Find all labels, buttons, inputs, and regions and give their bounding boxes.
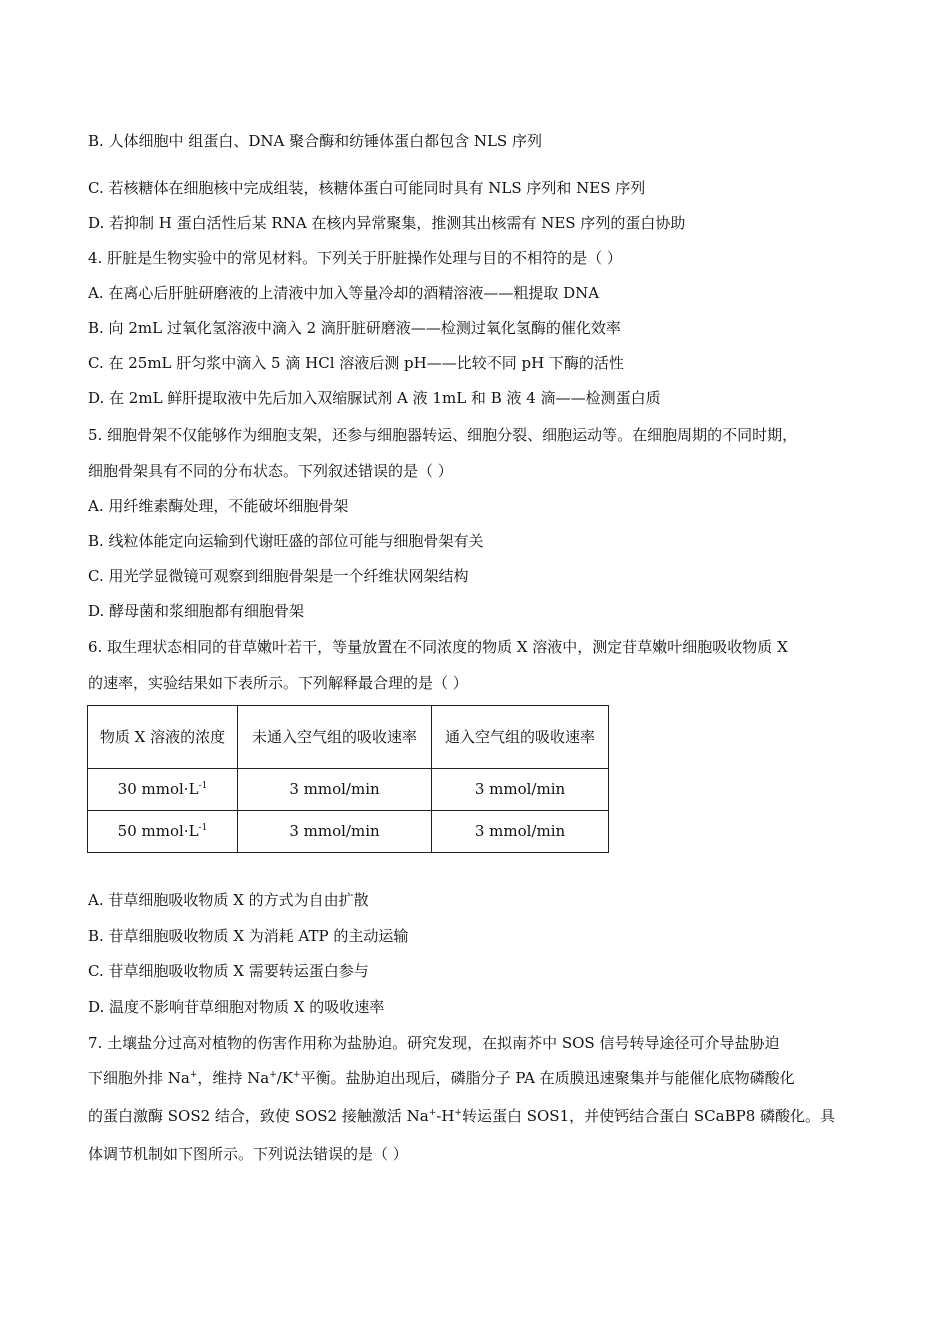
q5-option-d: D. 酵母菌和浆细胞都有细胞骨架 xyxy=(88,602,305,620)
q6-option-d: D. 温度不影响苷草细胞对物质 X 的吸收速率 xyxy=(88,998,385,1016)
q7-line3 xyxy=(88,1106,835,1126)
cell-air-rate: 3 mmol/min xyxy=(432,811,609,853)
q7-line2-part-d: 平衡。盐胁迫出现后，磷脂分子 PA 在质膜迅速聚集并与能催化底物磷酸化 xyxy=(300,1069,795,1087)
concentration-value: 50 mmol·L xyxy=(117,822,199,840)
q5-option-b: B. 线粒体能定向运输到代谢旺盛的部位可能与细胞骨架有关 xyxy=(88,532,484,550)
q5-stem-line2: 细胞骨架具有不同的分布状态。下列叙述错误的是（ ） xyxy=(88,462,453,480)
q4-option-a: A. 在离心后肝脏研磨液的上清液中加入等量冷却的酒精溶液——粗提取 DNA xyxy=(88,284,600,302)
cell-concentration xyxy=(88,811,238,853)
header-concentration: 物质 X 溶液的浓度 xyxy=(88,706,238,769)
q6-option-a: A. 苷草细胞吸收物质 X 的方式为自由扩散 xyxy=(88,891,369,909)
q5-option-a: A. 用纤维素酶处理，不能破坏细胞骨架 xyxy=(88,497,349,515)
ion-charge: + xyxy=(293,1070,301,1080)
q5-stem-line1: 5. 细胞骨架不仅能够作为细胞支架，还参与细胞器转运、细胞分裂、细胞运动等。在细胞周期的不同时期， xyxy=(88,426,798,444)
q7-line3-part-a: 的蛋白激酶 SOS2 结合，致使 SOS2 接触激活 Na xyxy=(88,1107,429,1125)
q6-option-c: C. 苷草细胞吸收物质 X 需要转运蛋白参与 xyxy=(88,962,369,980)
q3-option-d: D. 若抑制 H 蛋白活性后某 RNA 在核内异常聚集，推测其出核需有 NES 序列的蛋白协助 xyxy=(88,214,686,232)
q7-line2-part-b: ，维持 Na xyxy=(197,1069,270,1087)
cell-concentration xyxy=(88,769,238,811)
ion-charge: + xyxy=(454,1108,462,1118)
q3-option-b: B. 人体细胞中 组蛋白、DNA 聚合酶和纺锤体蛋白都包含 NLS 序列 xyxy=(88,132,542,150)
cell-no-air-rate: 3 mmol/min xyxy=(238,769,432,811)
header-no-air-rate: 未通入空气组的吸收速率 xyxy=(238,706,432,769)
cell-no-air-rate: 3 mmol/min xyxy=(238,811,432,853)
q7-line1: 7. 土壤盐分过高对植物的伤害作用称为盐胁迫。研究发现，在拟南芥中 SOS 信号转导途径可介导盐胁迫 xyxy=(88,1034,780,1052)
q4-stem: 4. 肝脏是生物实验中的常见材料。下列关于肝脏操作处理与目的不相符的是（ ） xyxy=(88,249,622,267)
q6-stem-line1: 6. 取生理状态相同的苷草嫩叶若干，等量放置在不同浓度的物质 X 溶液中，测定苷草嫩叶细胞吸收物质 X xyxy=(88,638,788,656)
q3-option-c: C. 若核糖体在细胞核中完成组装，核糖体蛋白可能同时具有 NLS 序列和 NES 序列 xyxy=(88,179,646,197)
q7-line2-part-c: /K xyxy=(276,1069,294,1087)
absorption-rate-table xyxy=(87,705,609,853)
table-row xyxy=(88,769,609,811)
unit-superscript: -1 xyxy=(198,781,208,791)
q7-line2-part-a: 下细胞外排 Na xyxy=(88,1069,190,1087)
table-header-row xyxy=(88,706,609,769)
q6-stem-line2: 的速率，实验结果如下表所示。下列解释最合理的是（ ） xyxy=(88,674,468,692)
q7-line2 xyxy=(88,1068,795,1088)
unit-superscript: -1 xyxy=(198,823,208,833)
q4-option-d: D. 在 2mL 鲜肝提取液中先后加入双缩脲试剂 A 液 1mL 和 B 液 4 滴——检测蛋白质 xyxy=(88,389,661,407)
table-row xyxy=(88,811,609,853)
header-air-rate: 通入空气组的吸收速率 xyxy=(432,706,609,769)
cell-air-rate: 3 mmol/min xyxy=(432,769,609,811)
q7-line3-part-b: -H xyxy=(436,1107,455,1125)
ion-charge: + xyxy=(269,1070,277,1080)
q7-line4: 体调节机制如下图所示。下列说法错误的是（ ） xyxy=(88,1145,408,1163)
ion-charge: + xyxy=(428,1108,437,1118)
q4-option-b: B. 向 2mL 过氧化氢溶液中滴入 2 滴肝脏研磨液——检测过氧化氢酶的催化效率 xyxy=(88,319,621,337)
ion-charge: + xyxy=(189,1070,198,1080)
q5-option-c: C. 用光学显微镜可观察到细胞骨架是一个纤维状网架结构 xyxy=(88,567,469,585)
q4-option-c: C. 在 25mL 肝匀浆中滴入 5 滴 HCl 溶液后测 pH——比较不同 pH 下酶的活性 xyxy=(88,354,624,372)
q6-option-b: B. 苷草细胞吸收物质 X 为消耗 ATP 的主动运输 xyxy=(88,927,409,945)
q7-line3-part-c: 转运蛋白 SOS1，并使钙结合蛋白 SCaBP8 磷酸化。具 xyxy=(461,1107,836,1125)
concentration-value: 30 mmol·L xyxy=(117,780,199,798)
